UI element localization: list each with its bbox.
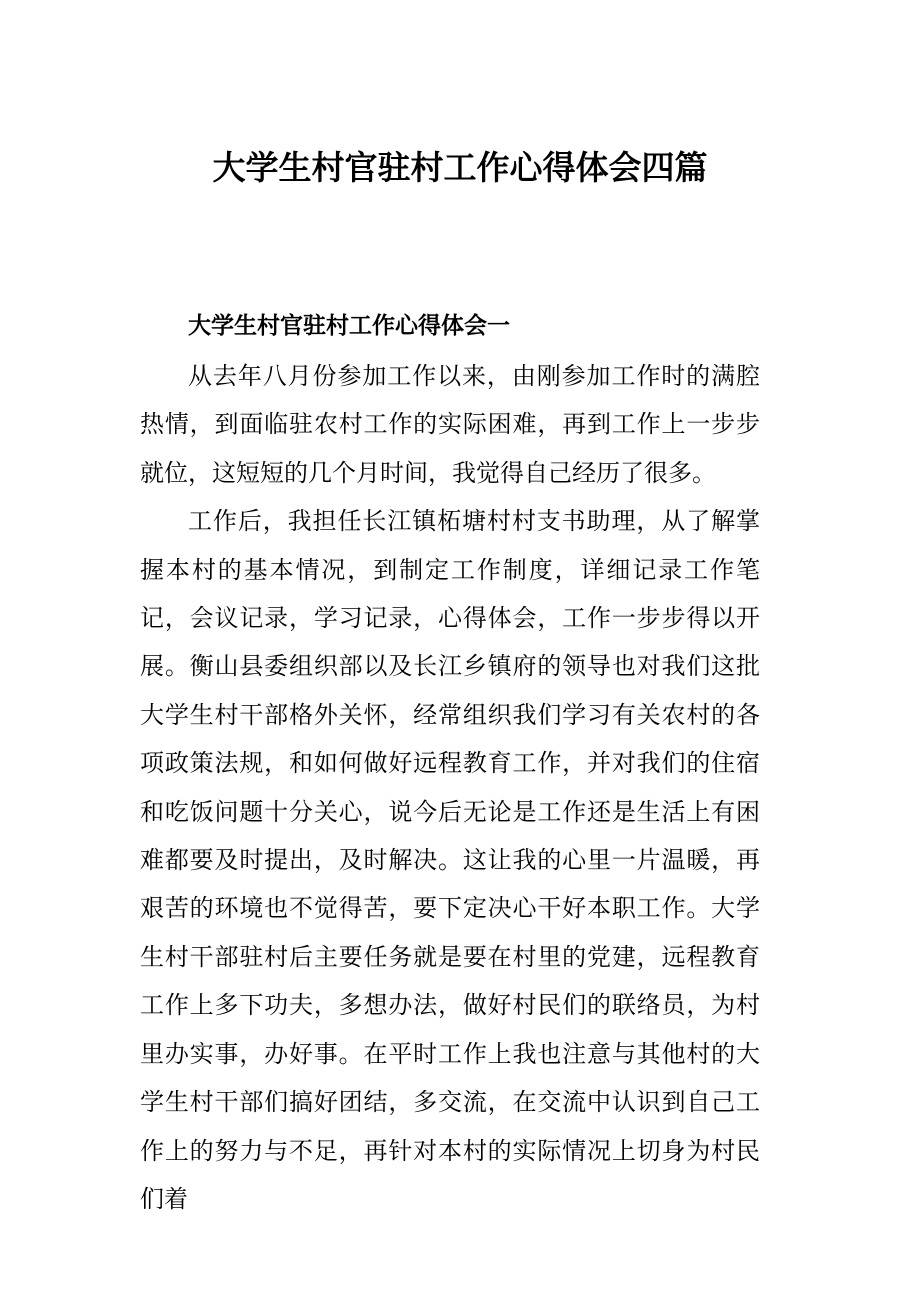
body-text [140, 352, 760, 1223]
section-heading: 大学生村官驻村工作心得体会一 [188, 313, 510, 339]
document-title: 大学生村官驻村工作心得体会四篇 [212, 148, 708, 187]
paragraph-1: 从去年八月份参加工作以来，由刚参加工作时的满腔热情，到面临驻农村工作的实际困难，再到工作上一步步就位，这短短的几个月时间，我觉得自己经历了很多。 [140, 362, 760, 487]
paragraph-2: 工作后，我担任长江镇柘塘村村支书助理，从了解掌握本村的基本情况，到制定工作制度，详细记录工作笔记，会议记录，学习记录，心得体会，工作一步步得以开展。衡山县委组织部以及长江乡镇府的领导也对我们这批大学生村干部格外关怀，经常组织我们学习有关农村的各项政策法规，和如何做好远程教育工作，并对我们的住宿和吃饭问题十分关心，说今后无论是工作还是生活上有困难都要及时提出，及时解决。这让我的心里一片温暖，再艰苦的环境也不觉得苦，要下定决心干好本职工作。大学生村干部驻村后主要任务就是要在村里的党建，远程教育工作上多下功夫，多想办法，做好村民们的联络员，为村里办实事，办好事。在平时工作上我也注意与其他村的大学生村干部们搞好团结，多交流，在交流中认识到自己工作上的努力与不足，再针对本村的实际情况上切身为村民们着 [140, 507, 760, 1213]
